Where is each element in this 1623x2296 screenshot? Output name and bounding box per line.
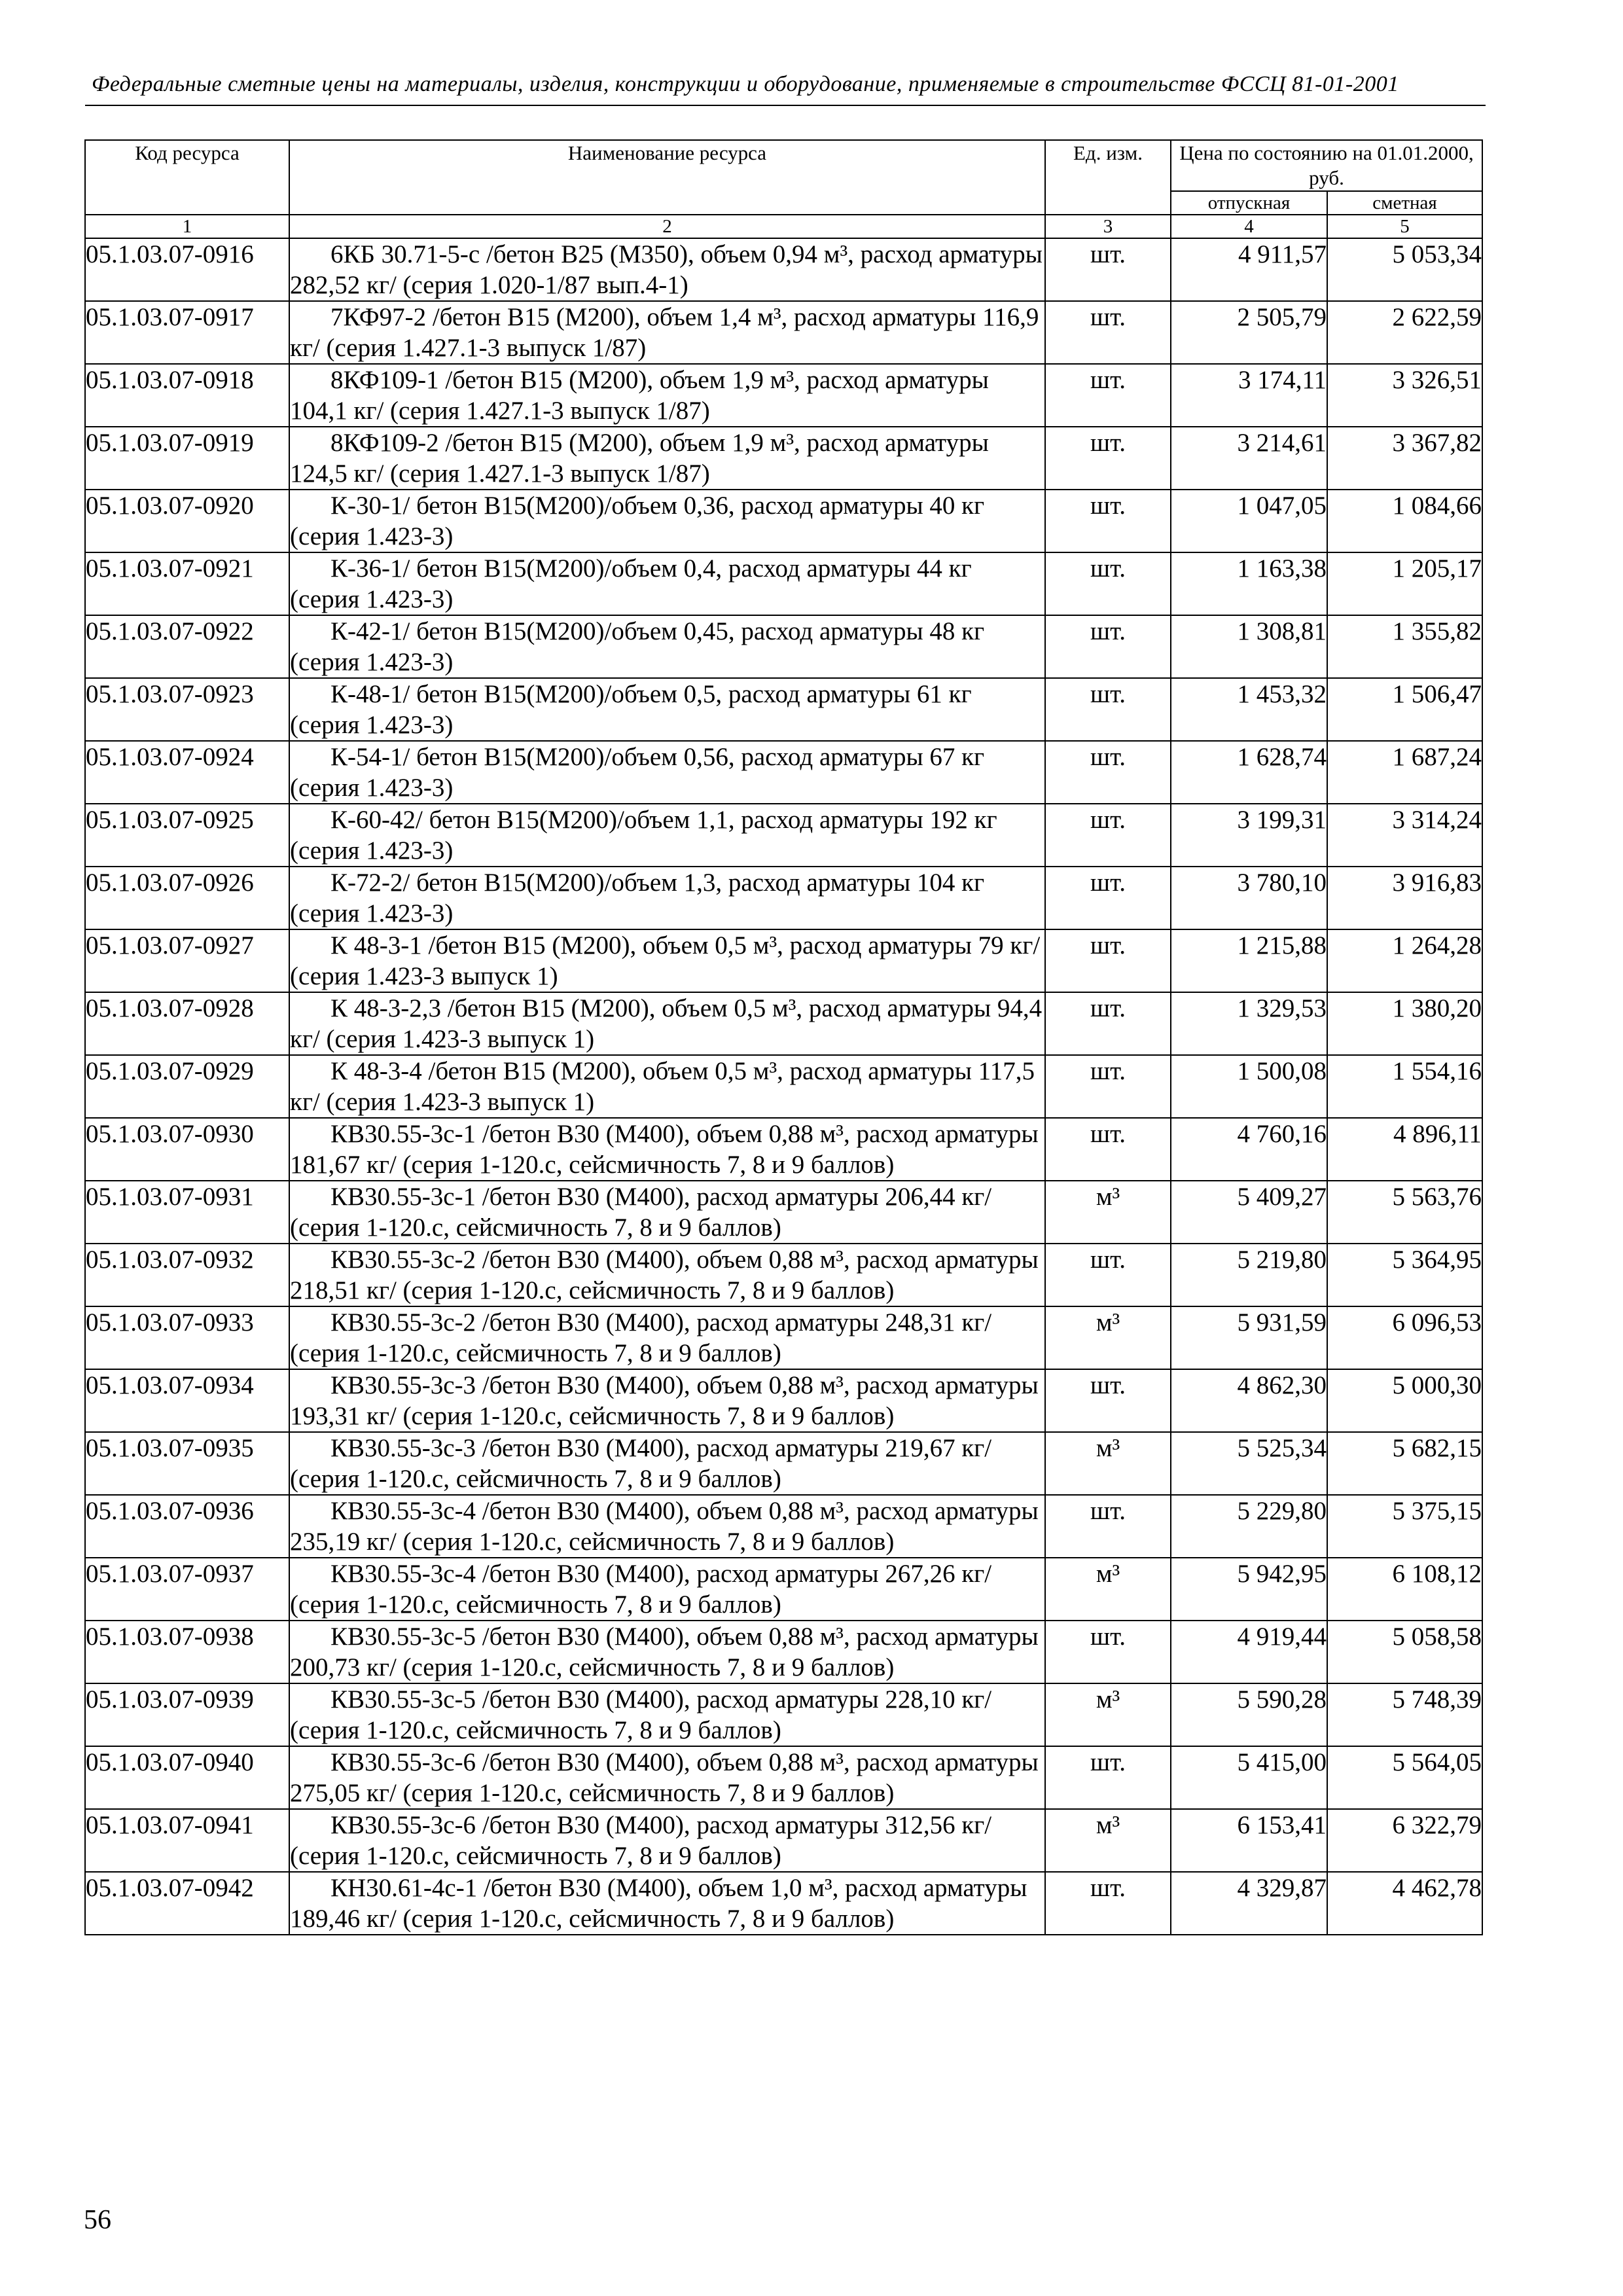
resource-name-cell: К 48-3-1 /бетон В15 (М200), объем 0,5 м³, расход арматуры 79 кг/ (серия 1.423-3 выпуск 1) xyxy=(289,929,1045,992)
estimate-price-cell: 5 364,95 xyxy=(1327,1244,1482,1306)
unit-cell: м³ xyxy=(1045,1181,1171,1244)
table-row xyxy=(85,552,1482,615)
resource-code-cell: 05.1.03.07-0937 xyxy=(85,1558,289,1621)
resource-code-cell: 05.1.03.07-0917 xyxy=(85,301,289,364)
unit-cell: шт. xyxy=(1045,929,1171,992)
unit-cell: шт. xyxy=(1045,992,1171,1055)
resource-name-cell: К-60-42/ бетон В15(М200)/объем 1,1, расход арматуры 192 кг (серия 1.423-3) xyxy=(289,804,1045,867)
estimate-price-cell: 3 916,83 xyxy=(1327,867,1482,929)
estimate-price-cell: 1 084,66 xyxy=(1327,490,1482,552)
table-row xyxy=(85,1746,1482,1809)
release-price-cell: 3 199,31 xyxy=(1171,804,1327,867)
table-row xyxy=(85,1495,1482,1558)
table-row xyxy=(85,1809,1482,1872)
resource-name-cell: К-36-1/ бетон В15(М200)/объем 0,4, расход арматуры 44 кг (серия 1.423-3) xyxy=(289,552,1045,615)
unit-cell: м³ xyxy=(1045,1809,1171,1872)
table-row xyxy=(85,1432,1482,1495)
release-price-cell: 3 214,61 xyxy=(1171,427,1327,490)
unit-cell: шт. xyxy=(1045,867,1171,929)
resource-code-cell: 05.1.03.07-0927 xyxy=(85,929,289,992)
estimate-price-cell: 1 554,16 xyxy=(1327,1055,1482,1118)
resource-code-cell: 05.1.03.07-0925 xyxy=(85,804,289,867)
unit-cell: шт. xyxy=(1045,301,1171,364)
table-row xyxy=(85,804,1482,867)
table-row xyxy=(85,490,1482,552)
release-price-cell: 1 308,81 xyxy=(1171,615,1327,678)
release-price-cell: 1 215,88 xyxy=(1171,929,1327,992)
resource-code-cell: 05.1.03.07-0919 xyxy=(85,427,289,490)
resource-code-cell: 05.1.03.07-0916 xyxy=(85,238,289,301)
resource-code-cell: 05.1.03.07-0942 xyxy=(85,1872,289,1935)
resource-name-cell: КВ30.55-3с-5 /бетон В30 (М400), расход арматуры 228,10 кг/ (серия 1-120.с, сейсмичность 7, 8 и 9 баллов) xyxy=(289,1683,1045,1746)
estimate-price-cell: 6 108,12 xyxy=(1327,1558,1482,1621)
release-price-cell: 1 329,53 xyxy=(1171,992,1327,1055)
col-number-3: 3 xyxy=(1045,215,1171,238)
table-row xyxy=(85,741,1482,804)
estimate-price-cell: 2 622,59 xyxy=(1327,301,1482,364)
resource-name-cell: КН30.61-4с-1 /бетон В30 (М400), объем 1,0 м³, расход арматуры 189,46 кг/ (серия 1-120.с, сейсмичность 7, 8 и 9 баллов) xyxy=(289,1872,1045,1935)
resource-code-cell: 05.1.03.07-0930 xyxy=(85,1118,289,1181)
estimate-price-cell: 4 462,78 xyxy=(1327,1872,1482,1935)
release-price-cell: 1 628,74 xyxy=(1171,741,1327,804)
resource-name-cell: К-72-2/ бетон В15(М200)/объем 1,3, расход арматуры 104 кг (серия 1.423-3) xyxy=(289,867,1045,929)
unit-cell: м³ xyxy=(1045,1683,1171,1746)
estimate-price-cell: 5 563,76 xyxy=(1327,1181,1482,1244)
resource-code-cell: 05.1.03.07-0928 xyxy=(85,992,289,1055)
resource-code-cell: 05.1.03.07-0921 xyxy=(85,552,289,615)
release-price-cell: 4 919,44 xyxy=(1171,1621,1327,1683)
estimate-price-cell: 5 000,30 xyxy=(1327,1369,1482,1432)
resource-name-cell: 7КФ97-2 /бетон В15 (М200), объем 1,4 м³, расход арматуры 116,9 кг/ (серия 1.427.1-3 выпуск 1/87) xyxy=(289,301,1045,364)
table-row xyxy=(85,678,1482,741)
unit-cell: шт. xyxy=(1045,1495,1171,1558)
release-price-cell: 4 862,30 xyxy=(1171,1369,1327,1432)
col-header-estimate: сметная xyxy=(1327,191,1482,215)
table-row xyxy=(85,1306,1482,1369)
table-row xyxy=(85,615,1482,678)
resource-name-cell: К-48-1/ бетон В15(М200)/объем 0,5, расход арматуры 61 кг (серия 1.423-3) xyxy=(289,678,1045,741)
page-number: 56 xyxy=(84,2205,111,2235)
resource-code-cell: 05.1.03.07-0940 xyxy=(85,1746,289,1809)
estimate-price-cell: 1 687,24 xyxy=(1327,741,1482,804)
col-header-unit: Ед. изм. xyxy=(1045,140,1171,215)
estimate-price-cell: 5 375,15 xyxy=(1327,1495,1482,1558)
resource-code-cell: 05.1.03.07-0934 xyxy=(85,1369,289,1432)
resource-code-cell: 05.1.03.07-0938 xyxy=(85,1621,289,1683)
table-row xyxy=(85,1055,1482,1118)
table-row xyxy=(85,301,1482,364)
resource-code-cell: 05.1.03.07-0936 xyxy=(85,1495,289,1558)
table-row xyxy=(85,1872,1482,1935)
unit-cell: м³ xyxy=(1045,1558,1171,1621)
resource-code-cell: 05.1.03.07-0922 xyxy=(85,615,289,678)
resource-name-cell: КВ30.55-3с-3 /бетон В30 (М400), расход арматуры 219,67 кг/ (серия 1-120.с, сейсмичность 7, 8 и 9 баллов) xyxy=(289,1432,1045,1495)
resource-code-cell: 05.1.03.07-0939 xyxy=(85,1683,289,1746)
resource-code-cell: 05.1.03.07-0935 xyxy=(85,1432,289,1495)
running-header: Федеральные сметные цены на материалы, изделия, конструкции и оборудование, применяемые в строительстве ФССЦ 81-01-2001 xyxy=(92,72,1399,96)
estimate-price-cell: 1 506,47 xyxy=(1327,678,1482,741)
estimate-price-cell: 1 264,28 xyxy=(1327,929,1482,992)
resource-code-cell: 05.1.03.07-0929 xyxy=(85,1055,289,1118)
resource-name-cell: КВ30.55-3с-3 /бетон В30 (М400), объем 0,88 м³, расход арматуры 193,31 кг/ (серия 1-120.с, сейсмичность 7, 8 и 9 баллов) xyxy=(289,1369,1045,1432)
table-row xyxy=(85,1369,1482,1432)
table-row xyxy=(85,1118,1482,1181)
release-price-cell: 6 153,41 xyxy=(1171,1809,1327,1872)
release-price-cell: 1 500,08 xyxy=(1171,1055,1327,1118)
unit-cell: шт. xyxy=(1045,1369,1171,1432)
unit-cell: шт. xyxy=(1045,615,1171,678)
unit-cell: шт. xyxy=(1045,490,1171,552)
resource-name-cell: К-54-1/ бетон В15(М200)/объем 0,56, расход арматуры 67 кг (серия 1.423-3) xyxy=(289,741,1045,804)
resource-code-cell: 05.1.03.07-0933 xyxy=(85,1306,289,1369)
table-row xyxy=(85,1683,1482,1746)
release-price-cell: 5 590,28 xyxy=(1171,1683,1327,1746)
resource-name-cell: 8КФ109-2 /бетон В15 (М200), объем 1,9 м³, расход арматуры 124,5 кг/ (серия 1.427.1-3 выпуск 1/87) xyxy=(289,427,1045,490)
resource-name-cell: КВ30.55-3с-2 /бетон В30 (М400), объем 0,88 м³, расход арматуры 218,51 кг/ (серия 1-120.с, сейсмичность 7, 8 и 9 баллов) xyxy=(289,1244,1045,1306)
unit-cell: шт. xyxy=(1045,741,1171,804)
price-table xyxy=(84,139,1483,1935)
release-price-cell: 3 780,10 xyxy=(1171,867,1327,929)
estimate-price-cell: 5 053,34 xyxy=(1327,238,1482,301)
release-price-cell: 2 505,79 xyxy=(1171,301,1327,364)
release-price-cell: 1 163,38 xyxy=(1171,552,1327,615)
resource-name-cell: КВ30.55-3с-4 /бетон В30 (М400), объем 0,88 м³, расход арматуры 235,19 кг/ (серия 1-120.с, сейсмичность 7, 8 и 9 баллов) xyxy=(289,1495,1045,1558)
table-row xyxy=(85,992,1482,1055)
release-price-cell: 5 219,80 xyxy=(1171,1244,1327,1306)
resource-name-cell: КВ30.55-3с-6 /бетон В30 (М400), расход арматуры 312,56 кг/ (серия 1-120.с, сейсмичность 7, 8 и 9 баллов) xyxy=(289,1809,1045,1872)
release-price-cell: 5 229,80 xyxy=(1171,1495,1327,1558)
col-header-code: Код ресурса xyxy=(85,140,289,215)
resource-name-cell: К-42-1/ бетон В15(М200)/объем 0,45, расход арматуры 48 кг (серия 1.423-3) xyxy=(289,615,1045,678)
resource-code-cell: 05.1.03.07-0931 xyxy=(85,1181,289,1244)
unit-cell: шт. xyxy=(1045,364,1171,427)
estimate-price-cell: 3 314,24 xyxy=(1327,804,1482,867)
release-price-cell: 4 760,16 xyxy=(1171,1118,1327,1181)
release-price-cell: 4 329,87 xyxy=(1171,1872,1327,1935)
estimate-price-cell: 3 326,51 xyxy=(1327,364,1482,427)
col-number-2: 2 xyxy=(289,215,1045,238)
resource-code-cell: 05.1.03.07-0920 xyxy=(85,490,289,552)
col-number-1: 1 xyxy=(85,215,289,238)
release-price-cell: 5 525,34 xyxy=(1171,1432,1327,1495)
estimate-price-cell: 4 896,11 xyxy=(1327,1118,1482,1181)
col-number-4: 4 xyxy=(1171,215,1327,238)
resource-name-cell: 6КБ 30.71-5-с /бетон В25 (М350), объем 0,94 м³, расход арматуры 282,52 кг/ (серия 1.020-1/87 вып.4-1) xyxy=(289,238,1045,301)
release-price-cell: 4 911,57 xyxy=(1171,238,1327,301)
release-price-cell: 5 942,95 xyxy=(1171,1558,1327,1621)
table-row xyxy=(85,1181,1482,1244)
resource-code-cell: 05.1.03.07-0918 xyxy=(85,364,289,427)
resource-name-cell: К-30-1/ бетон В15(М200)/объем 0,36, расход арматуры 40 кг (серия 1.423-3) xyxy=(289,490,1045,552)
header-rule xyxy=(85,105,1486,106)
table-row xyxy=(85,364,1482,427)
resource-name-cell: К 48-3-2,3 /бетон В15 (М200), объем 0,5 м³, расход арматуры 94,4 кг/ (серия 1.423-3 выпуск 1) xyxy=(289,992,1045,1055)
release-price-cell: 5 415,00 xyxy=(1171,1746,1327,1809)
unit-cell: шт. xyxy=(1045,804,1171,867)
estimate-price-cell: 3 367,82 xyxy=(1327,427,1482,490)
unit-cell: шт. xyxy=(1045,1621,1171,1683)
resource-name-cell: КВ30.55-3с-2 /бетон В30 (М400), расход арматуры 248,31 кг/ (серия 1-120.с, сейсмичность 7, 8 и 9 баллов) xyxy=(289,1306,1045,1369)
resource-code-cell: 05.1.03.07-0926 xyxy=(85,867,289,929)
release-price-cell: 5 931,59 xyxy=(1171,1306,1327,1369)
unit-cell: м³ xyxy=(1045,1306,1171,1369)
unit-cell: м³ xyxy=(1045,1432,1171,1495)
resource-code-cell: 05.1.03.07-0923 xyxy=(85,678,289,741)
table-row xyxy=(85,867,1482,929)
release-price-cell: 1 453,32 xyxy=(1171,678,1327,741)
release-price-cell: 5 409,27 xyxy=(1171,1181,1327,1244)
unit-cell: шт. xyxy=(1045,427,1171,490)
resource-name-cell: КВ30.55-3с-4 /бетон В30 (М400), расход арматуры 267,26 кг/ (серия 1-120.с, сейсмичность 7, 8 и 9 баллов) xyxy=(289,1558,1045,1621)
col-header-price: Цена по состоянию на 01.01.2000, руб. xyxy=(1171,140,1482,191)
table-row xyxy=(85,1558,1482,1621)
table-row xyxy=(85,1244,1482,1306)
estimate-price-cell: 6 322,79 xyxy=(1327,1809,1482,1872)
release-price-cell: 3 174,11 xyxy=(1171,364,1327,427)
unit-cell: шт. xyxy=(1045,1118,1171,1181)
resource-code-cell: 05.1.03.07-0924 xyxy=(85,741,289,804)
estimate-price-cell: 5 564,05 xyxy=(1327,1746,1482,1809)
unit-cell: шт. xyxy=(1045,1055,1171,1118)
unit-cell: шт. xyxy=(1045,238,1171,301)
resource-code-cell: 05.1.03.07-0941 xyxy=(85,1809,289,1872)
unit-cell: шт. xyxy=(1045,1244,1171,1306)
estimate-price-cell: 1 380,20 xyxy=(1327,992,1482,1055)
estimate-price-cell: 6 096,53 xyxy=(1327,1306,1482,1369)
table-row xyxy=(85,427,1482,490)
estimate-price-cell: 1 355,82 xyxy=(1327,615,1482,678)
resource-name-cell: 8КФ109-1 /бетон В15 (М200), объем 1,9 м³, расход арматуры 104,1 кг/ (серия 1.427.1-3 выпуск 1/87) xyxy=(289,364,1045,427)
resource-name-cell: К 48-3-4 /бетон В15 (М200), объем 0,5 м³, расход арматуры 117,5 кг/ (серия 1.423-3 выпуск 1) xyxy=(289,1055,1045,1118)
resource-name-cell: КВ30.55-3с-5 /бетон В30 (М400), объем 0,88 м³, расход арматуры 200,73 кг/ (серия 1-120.с, сейсмичность 7, 8 и 9 баллов) xyxy=(289,1621,1045,1683)
estimate-price-cell: 5 748,39 xyxy=(1327,1683,1482,1746)
resource-name-cell: КВ30.55-3с-6 /бетон В30 (М400), объем 0,88 м³, расход арматуры 275,05 кг/ (серия 1-120.с, сейсмичность 7, 8 и 9 баллов) xyxy=(289,1746,1045,1809)
col-number-5: 5 xyxy=(1327,215,1482,238)
table-body xyxy=(85,238,1482,1935)
col-header-release: отпускная xyxy=(1171,191,1327,215)
resource-name-cell: КВ30.55-3с-1 /бетон В30 (М400), объем 0,88 м³, расход арматуры 181,67 кг/ (серия 1-120.с, сейсмичность 7, 8 и 9 баллов) xyxy=(289,1118,1045,1181)
col-header-name: Наименование ресурса xyxy=(289,140,1045,215)
estimate-price-cell: 5 058,58 xyxy=(1327,1621,1482,1683)
unit-cell: шт. xyxy=(1045,678,1171,741)
unit-cell: шт. xyxy=(1045,552,1171,615)
resource-name-cell: КВ30.55-3с-1 /бетон В30 (М400), расход арматуры 206,44 кг/ (серия 1-120.с, сейсмичность 7, 8 и 9 баллов) xyxy=(289,1181,1045,1244)
table-row xyxy=(85,238,1482,301)
unit-cell: шт. xyxy=(1045,1746,1171,1809)
estimate-price-cell: 1 205,17 xyxy=(1327,552,1482,615)
resource-code-cell: 05.1.03.07-0932 xyxy=(85,1244,289,1306)
table-row xyxy=(85,929,1482,992)
estimate-price-cell: 5 682,15 xyxy=(1327,1432,1482,1495)
unit-cell: шт. xyxy=(1045,1872,1171,1935)
release-price-cell: 1 047,05 xyxy=(1171,490,1327,552)
table-row xyxy=(85,1621,1482,1683)
